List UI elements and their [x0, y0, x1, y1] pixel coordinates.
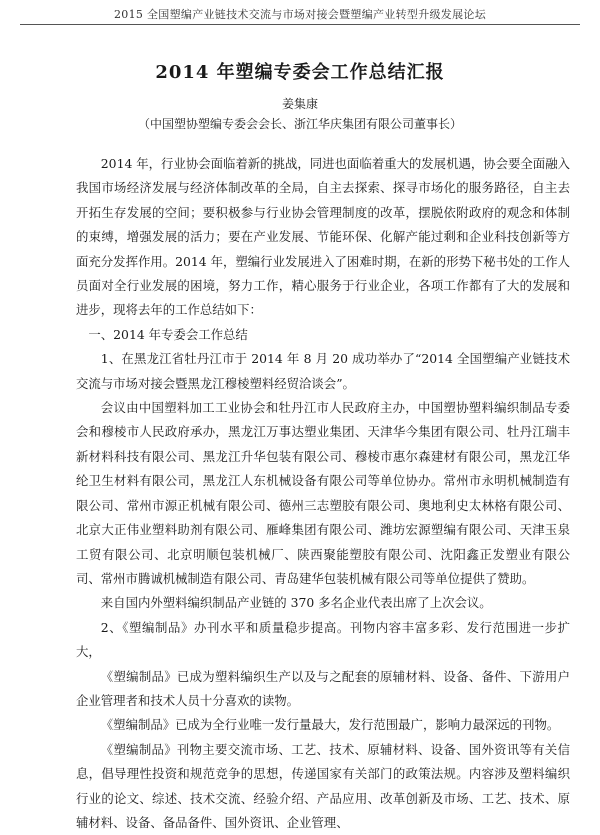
author-affiliation: （中国塑协塑编专委会会长、浙江华庆集团有限公司董事长） [137, 117, 462, 131]
running-header: 2015 全国塑编产业链技术交流与市场对接会暨塑编产业转型升级发展论坛 [114, 8, 486, 21]
article-body [76, 152, 570, 835]
article-author: 姜集康 [281, 97, 318, 111]
header-rule [20, 24, 580, 25]
body-paragraph: 《塑编制品》已成为全行业唯一发行量最大，发行范围最广，影响力最深远的刊物。 [100, 717, 560, 733]
body-paragraph: 1、在黑龙江省牡丹江市于 2014 年 8 月 20 成功举办了“2014 全国塑编产业链技术交流与市场对接会暨黑龙江穆棱塑料经贸洽谈会”。 [76, 351, 570, 391]
body-paragraph: 2、《塑编制品》办刊水平和质量稳步提高。刊物内容丰富多彩、发行范围进一步扩大， [76, 619, 570, 660]
body-paragraph: 2014 年，行业协会面临着新的挑战，同进也面临着重大的发展机遇，协会要全面融入我国市场经济发展与经济体制改革的全局，自主去探索、探寻市场化的服务路径，自主去开拓生存发展的空间；要积极参与行业协会管理制度的改革，摆脱依附政府的观念和体制的束缚，增强发展的活力；要在产业发展、节能环保、化解产能过剩和企业科技创新等方面充分发挥作用。2014 年，塑编行业发展进入了困难时期，在新的形势下秘书处的工作人员面对全行业发展的困境，努力工作，精心服务于行业企业，各项工作都有了大的发展和进步，现将去年的工作总结如下： [76, 156, 570, 318]
body-paragraph: 《塑编制品》已成为塑料编织生产以及与之配套的原辅材料、设备、备件、下游用户企业管理者和技术人员十分喜欢的读物。 [76, 668, 570, 708]
section-heading: 一、2014 年专委会工作总结 [88, 326, 248, 342]
body-paragraph: 会议由中国塑料加工工业协会和牡丹江市人民政府主办，中国塑协塑料编织制品专委会和穆棱市人民政府承办，黑龙江万事达塑业集团、天津华今集团有限公司、牡丹江瑞丰新材料科技有限公司、黑龙江升华包装有限公司、穆棱市惠尔森建材有限公司，黑龙江华纶卫生材料有限公司，黑龙江人东机械设备有限公司等单位协办。常州市永明机械制造有限公司、常州市源正机械有限公司、德州三志塑胶有限公司、奥地利史太林格有限公司、北京大正伟业塑料助剂有限公司、雁峰集团有限公司、潍坊宏源塑编有限公司、天津玉泉工贸有限公司、北京明顺包装机械厂、陕西聚能塑胶有限公司、沈阳鑫正发塑业有限公司、常州市腾诚机械制造有限公司、青岛建华包装机械有限公司等单位提供了赞助。 [76, 400, 570, 586]
article-title: 2014 年塑编专委会工作总结汇报 [155, 62, 445, 83]
body-paragraph: 《塑编制品》刊物主要交流市场、工艺、技术、原辅材料、设备、国外资讯等有关信息，倡导理性投资和规范竞争的思想，传递国家有关部门的政策法规。内容涉及塑料编织行业的论文、综述、技术交流、经验介绍、产品应用、改革创新及市场、工艺、技术、原辅材料、设备、备品备件、国外资讯、企业管理、 [76, 741, 570, 830]
body-paragraph: 来自国内外塑料编织制品产业链的 370 多名企业代表出席了上次会议。 [100, 595, 492, 611]
